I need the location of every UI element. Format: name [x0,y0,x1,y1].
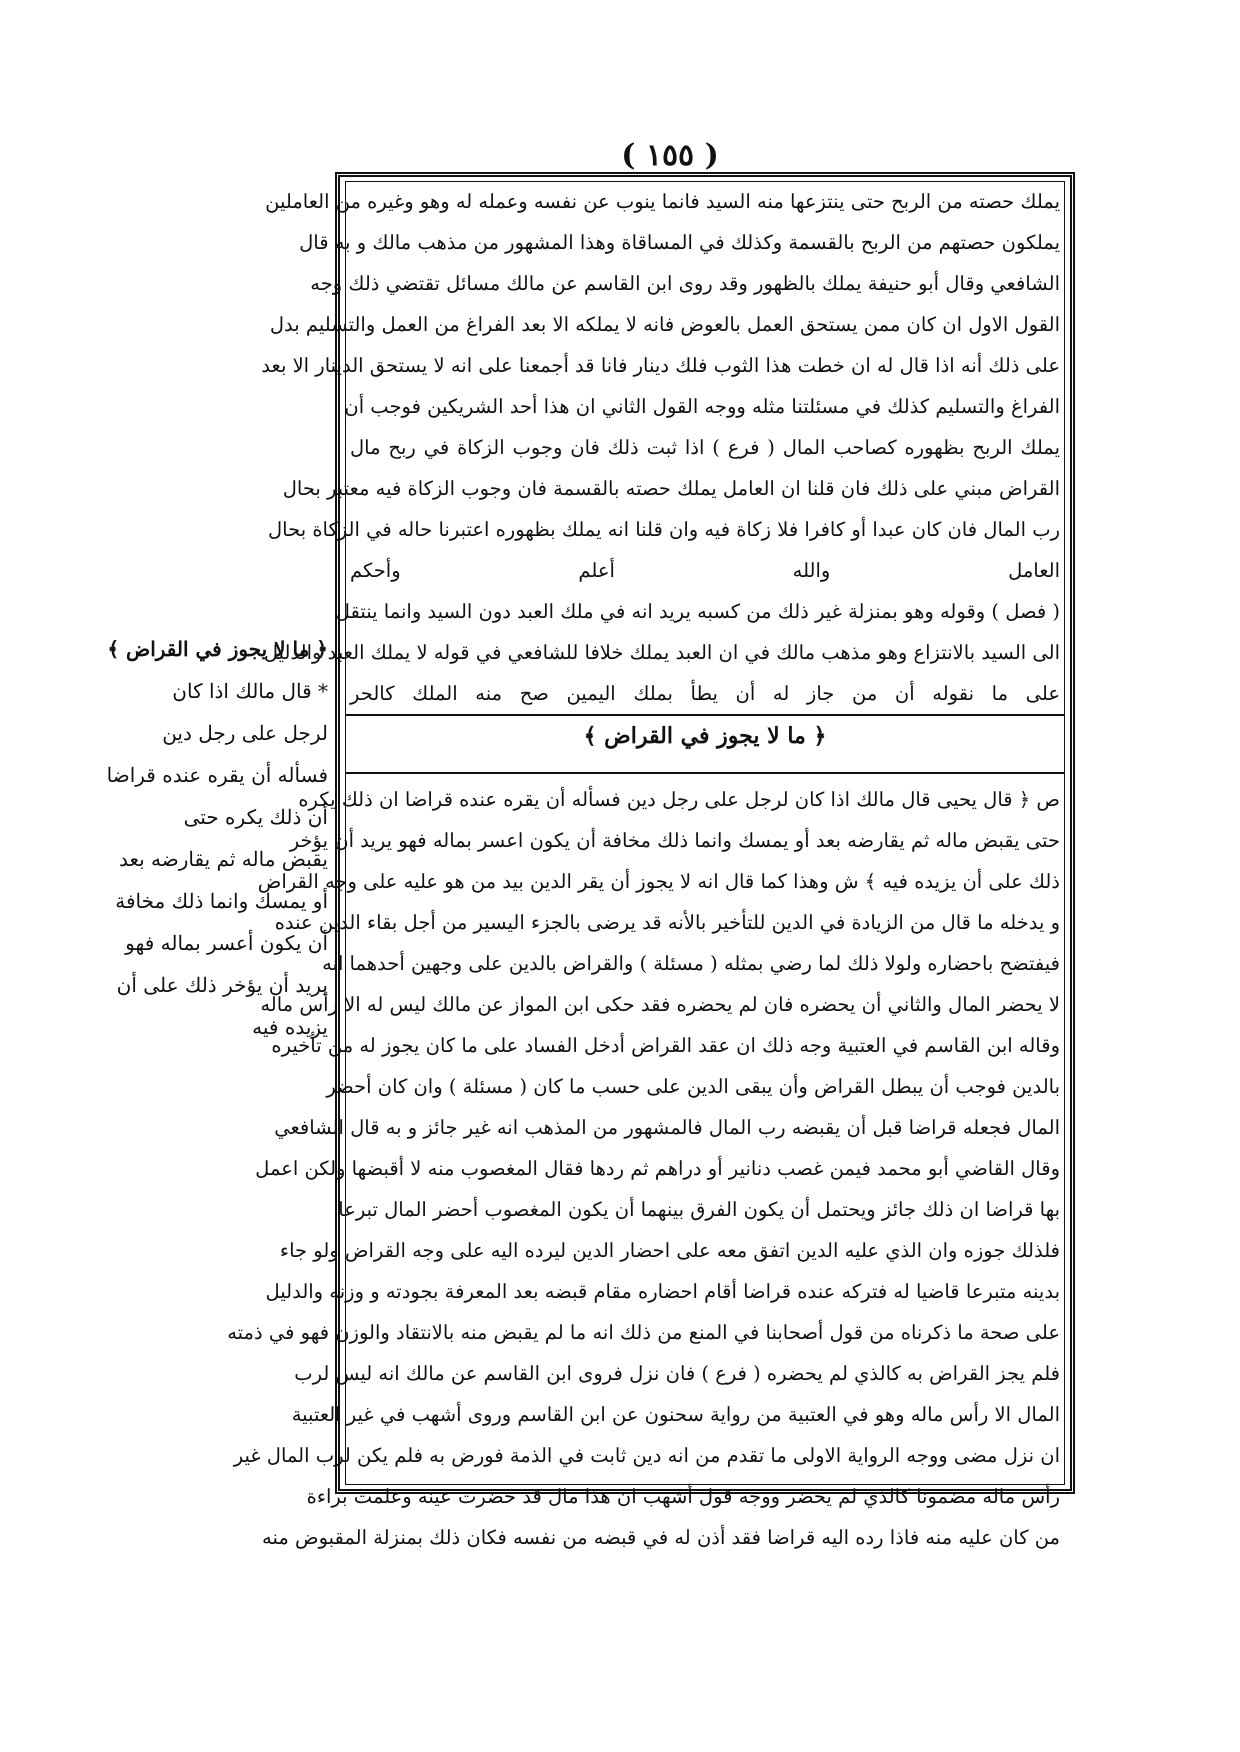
text-line: على صحة ما ذكرناه من قول أصحابنا في المنع من ذلك انه ما لم يقبض منه بالانتقاد والوزن فهو في ذمته [227,1321,1060,1344]
text-line: ( فصل ) وقوله وهو بمنزلة غير ذلك من كسبه يريد انه في ملك العبد دون السيد وانما ينتقل [335,600,1060,623]
margin-note-line: يزيده فيه [252,1015,328,1039]
text-line: ذلك على أن يزيده فيه ﴾ ش وهذا كما قال انه لا يجوز أن يقر الدين بيد من هو عليه على وجه القراض [257,870,1060,893]
text-line: رب المال فان كان عبدا أو كافرا فلا زكاة فيه وان قلنا انه يملك بظهوره اعتبرنا حاله في الزكاة بحال [268,518,1060,541]
text-line: بدينه متبرعا قاضيا له فتركه عنده قراضا أقام احضاره مقام قبضه بعد المعرفة بجودته و وزنه والدليل [265,1280,1060,1303]
margin-note-line: يريد أن يؤخر ذلك على أن [116,973,328,997]
divider-rule-lower [346,772,1064,774]
margin-note-line: أن يكون أعسر بماله فهو [125,931,328,955]
section-heading: ﴿ ما لا يجوز في القراض ﴾ [583,723,827,749]
top-commentary-block [261,181,1060,714]
text-line: بها قراضا ان ذلك جائز ويحتمل أن يكون الفرق بينهما أن يكون المغصوب أحضر المال تبرعا [338,1198,1060,1221]
text-line: يملك الربح بظهوره كصاحب المال ( فرع ) اذا ثبت ذلك فان وجوب الزكاة في ربح مال [350,436,1060,459]
margin-note [106,628,328,1048]
margin-note-line: يقبض ماله ثم يقارضه بعد [118,847,328,871]
text-line: الى السيد بالانتزاع وهو مذهب مالك في ان العبد يملك خلافا للشافعي في قوله لا يملك العبد والدليل [263,641,1060,664]
margin-note-line: لرجل على رجل دين [162,721,328,745]
margin-note-heading: ﴿ ما لا يجوز في القراض ﴾ [107,637,328,661]
text-line: وقاله ابن القاسم في العتبية وجه ذلك ان عقد القراض أدخل الفساد على ما كان يجوز له من تأخيره [271,1034,1060,1057]
text-line: يملكون حصتهم من الربح بالقسمة وكذلك في المساقاة وهذا المشهور من مذهب مالك و به قال [299,231,1060,254]
page-number: ( ١٥٥ ) [621,138,719,173]
divider-rule-upper [346,714,1064,716]
text-line: العامل والله أعلم وأحكم [350,559,1060,582]
text-line: من كان عليه منه فاذا رده اليه قراضا فقد أذن له في قبضه من نفسه فكان ذلك بمنزلة المقبوض منه [262,1526,1060,1549]
text-line: حتى يقبض ماله ثم يقارضه بعد أو يمسك وانما ذلك مخافة أن يكون اعسر بماله فهو يريد أن يؤخر [289,829,1060,852]
text-line: يملك حصته من الربح حتى ينتزعها منه السيد فانما ينوب عن نفسه وعمله له وهو وغيره من العاملين [265,190,1060,213]
text-line: و يدخله ما قال من الزيادة في الدين للتأخير بالأنه قد يرضى بالجزء اليسير من أجل بقاء الدين عنده [274,911,1060,934]
text-line: ص ﴿ قال يحيى قال مالك اذا كان لرجل على رجل دين فسأله أن يقره عنده قراضا ان ذلك يكره [298,788,1060,811]
text-line: بالدين فوجب أن يبطل القراض وأن يبقى الدين على حسب ما كان ( مسئلة ) وان كان أحضر [326,1075,1060,1098]
text-line: الشافعي وقال أبو حنيفة يملك بالظهور وقد روى ابن القاسم عن مالك مسائل تقتضي ذلك وجه [310,272,1060,295]
text-line: فلذلك جوزه وان الذي عليه الدين اتفق معه على احضار الدين ليرده اليه على وجه القراض ولو جاء [279,1239,1060,1262]
text-line: المال الا رأس ماله وهو في العتبية من رواية سحنون عن ابن القاسم وروى أشهب في غير العتبية [291,1403,1060,1426]
text-line: ان نزل مضى ووجه الرواية الاولى ما تقدم من انه دين ثابت في الذمة فورض به فلم يكن لرب المال غير [233,1444,1060,1467]
text-line: القول الاول ان كان ممن يستحق العمل بالعوض فانه لا يملكه الا بعد الفراغ من العمل والتسليم بدل [269,313,1060,336]
text-line: وقال القاضي أبو محمد فيمن غصب دنانير أو دراهم ثم ردها فقال المغصوب منه لا أقبضها ولكن اعمل [255,1157,1060,1180]
text-line: الفراغ والتسليم كذلك في مسئلتنا مثله ووجه القول الثاني ان هذا أحد الشريكين فوجب أن [344,395,1060,418]
text-line: رأس ماله مضمونا كالذي لم يحضر ووجه قول أشهب ان هذا مال قد حضرت عينه وعلمت براءة [306,1485,1060,1508]
margin-note-line: أو يمسك وانما ذلك مخافة [115,889,328,913]
margin-note-line: * قال مالك اذا كان [172,679,328,703]
text-line: لا يحضر المال والثاني أن يحضره فان لم يحضره فقد حكى ابن المواز عن مالك ليس له الا رأس ماله [260,993,1060,1016]
margin-note-line: أن ذلك يكره حتى [183,805,328,829]
text-line: المال فجعله قراضا قبل أن يقبضه رب المال فالمشهور من المذهب انه غير جائز و به قال الشافعي [274,1116,1060,1139]
text-line: فيفتضح باحضاره ولولا ذلك لما رضي بمثله ( مسئلة ) والقراض بالدين على وجهين أحدهما انه [322,952,1060,975]
margin-note-line: فسأله أن يقره عنده قراضا [106,763,328,787]
text-line: فلم يجز القراض به كالذي لم يحضره ( فرع ) فان نزل فروى ابن القاسم عن مالك انه ليس لرب [294,1362,1060,1385]
text-line: القراض مبني على ذلك فان قلنا ان العامل يملك حصته بالقسمة فان وجوب الزكاة فيه معتبر بحال [282,477,1060,500]
text-line: على ذلك أنه اذا قال له ان خطت هذا الثوب فلك دينار فانا قد أجمعنا على انه لا يستحق الدينار الا بعد [261,354,1060,377]
text-line: على ما نقوله أن من جاز له أن يطأ بملك اليمين صح منه الملك كالحر [350,682,1060,705]
